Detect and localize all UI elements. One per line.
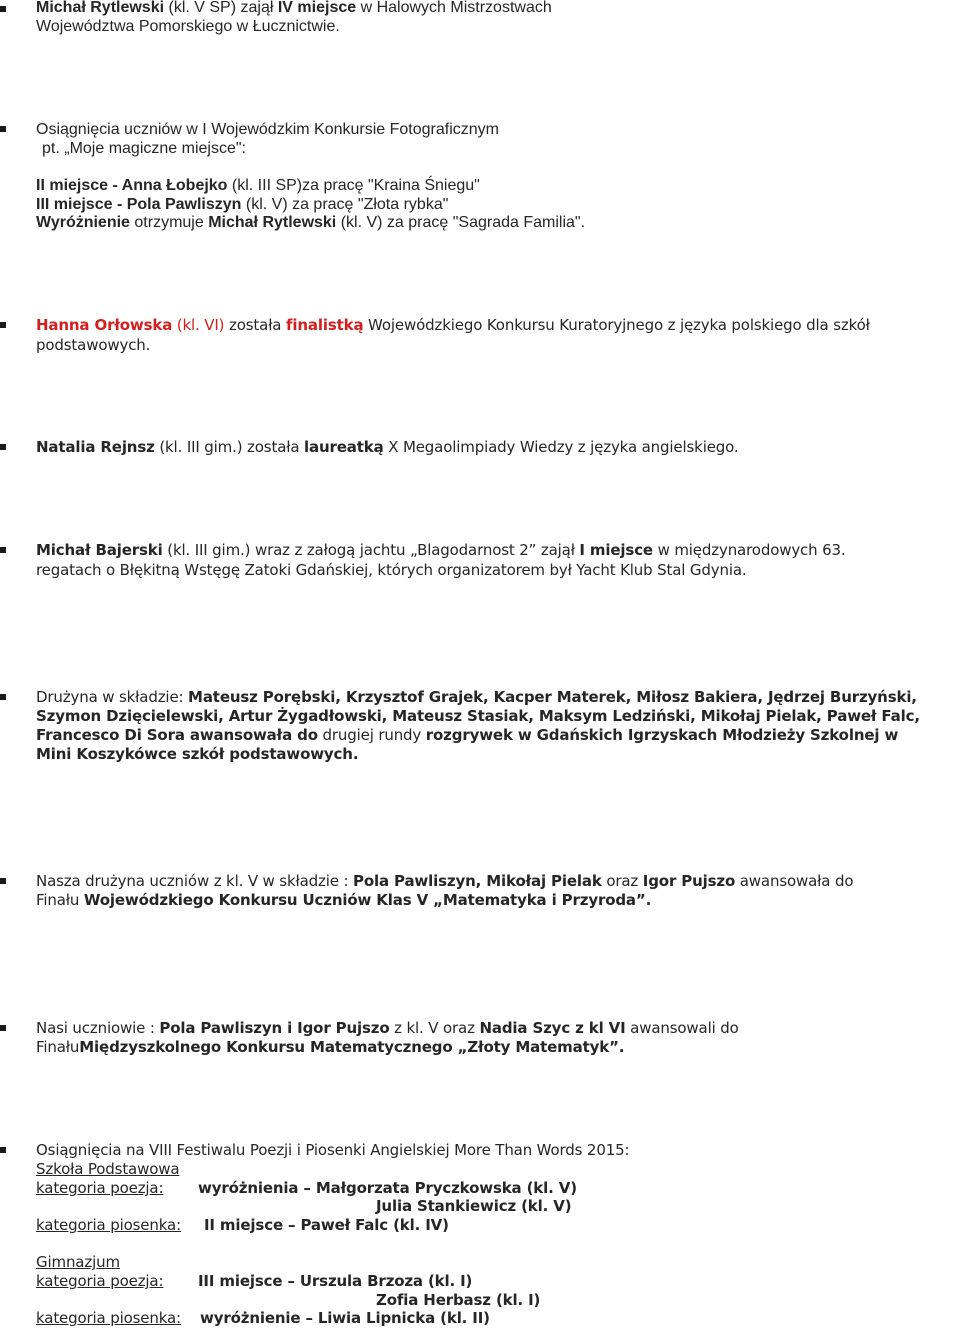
primary-poetry-row (36, 1179, 577, 1198)
bullet-marker (0, 878, 6, 884)
category-result: II miejsce – Paweł Falc (kl. IV) (204, 1216, 449, 1234)
achievement-bajerski-line1: Michał Bajerski (kl. III gim.) wraz z załogą jachtu „Blagodarnost 2” zajął I miejsce w międzynarodowych 63. (36, 541, 846, 559)
middle-poetry-second: Zofia Herbasz (kl. I) (376, 1291, 541, 1309)
bullet-marker (0, 694, 6, 700)
category-label: kategoria piosenka: (36, 1216, 181, 1234)
primary-song-row (36, 1216, 449, 1235)
category-label: kategoria poezja: (36, 1179, 164, 1197)
math-nature-team-line1: Nasza drużyna uczniów z kl. V w składzie : Pola Pawliszyn, Mikołaj Pielak oraz Igor Pujszo awansowała do (36, 872, 854, 890)
category-label: kategoria piosenka: (36, 1309, 181, 1327)
bullet-marker (0, 126, 6, 132)
category-label: kategoria poezja: (36, 1272, 164, 1290)
festival-title: Osiągnięcia na VIII Festiwalu Poezji i Piosenki Angielskiej More Than Words 2015: (36, 1141, 630, 1159)
bullet-marker (0, 1147, 6, 1153)
photo-contest-third-place: III miejsce - Pola Pawliszyn (kl. V) za pracę "Złota rybka" (36, 196, 449, 213)
middle-school-header: Gimnazjum (36, 1253, 120, 1271)
middle-poetry-row (36, 1272, 473, 1291)
basketball-team-line1: Drużyna w składzie: Mateusz Porębski, Krzysztof Grajek, Kacper Materek, Miłosz Bakiera, Jędrzej Burzyński, (36, 688, 917, 706)
basketball-team-line3: Francesco Di Sora awansowała do drugiej rundy rozgrywek w Gdańskich Igrzyskach Młodzieży Szkolnej w (36, 726, 899, 744)
primary-school-header: Szkoła Podstawowa (36, 1160, 180, 1178)
category-result: wyróżnienia – Małgorzata Pryczkowska (kl. V) (198, 1179, 577, 1197)
achievement-rytlewski-line2: Województwa Pomorskiego w Łucznictwie. (36, 18, 340, 35)
photo-contest-second-place: II miejsce - Anna Łobejko (kl. III SP)za pracę "Kraina Śniegu" (36, 177, 480, 194)
category-result: III miejsce – Urszula Brzoza (kl. I) (198, 1272, 473, 1290)
golden-mathematician-line1: Nasi uczniowie : Pola Pawliszyn i Igor Pujszo z kl. V oraz Nadia Szyc z kl VI awansowali do (36, 1019, 739, 1037)
achievement-rytlewski-line1: Michał Rytlewski (kl. V SP) zajął IV miejsce w Halowych Mistrzostwach (36, 0, 552, 16)
math-nature-team-line2: Finału Wojewódzkiego Konkursu Uczniów Klas V „Matematyka i Przyroda”. (36, 891, 652, 909)
category-result: wyróżnienie – Liwia Lipnicka (kl. II) (200, 1309, 490, 1327)
achievement-rejnsz: Natalia Rejnsz (kl. III gim.) została laureatką X Megaolimpiady Wiedzy z języka angielskiego. (36, 438, 739, 456)
achievement-orlowska-line1: Hanna Orłowska (kl. VI) została finalistką Wojewódzkiego Konkursu Kuratoryjnego z języka polskiego dla szkół (36, 316, 870, 334)
basketball-team-line4: Mini Koszykówce szkół podstawowych. (36, 745, 359, 763)
middle-song-row (36, 1309, 490, 1328)
golden-mathematician-line2: FinałuMiędzyszkolnego Konkursu Matematycznego „Złoty Matematyk”. (36, 1038, 625, 1056)
achievement-bajerski-line2: regatach o Błękitną Wstęgę Zatoki Gdańskiej, których organizatorem był Yacht Klub Stal Gdynia. (36, 561, 747, 579)
basketball-team-line2: Szymon Dzięcielewski, Artur Żygadłowski, Mateusz Stasiak, Maksym Ledziński, Mikołaj Pielak, Paweł Falc, (36, 707, 920, 725)
photo-contest-subtitle: pt. „Moje magiczne miejsce": (42, 140, 246, 157)
bullet-marker (0, 322, 6, 328)
bullet-marker (0, 1025, 6, 1031)
primary-poetry-second: Julia Stankiewicz (kl. V) (376, 1197, 572, 1215)
bullet-marker (0, 6, 6, 12)
bullet-marker (0, 547, 6, 553)
bullet-marker (0, 444, 6, 450)
achievement-orlowska-line2: podstawowych. (36, 336, 151, 354)
photo-contest-title: Osiągnięcia uczniów w I Wojewódzkim Konkursie Fotograficznym (36, 121, 499, 138)
photo-contest-distinction: Wyróżnienie otrzymuje Michał Rytlewski (kl. V) za pracę "Sagrada Familia". (36, 214, 586, 231)
